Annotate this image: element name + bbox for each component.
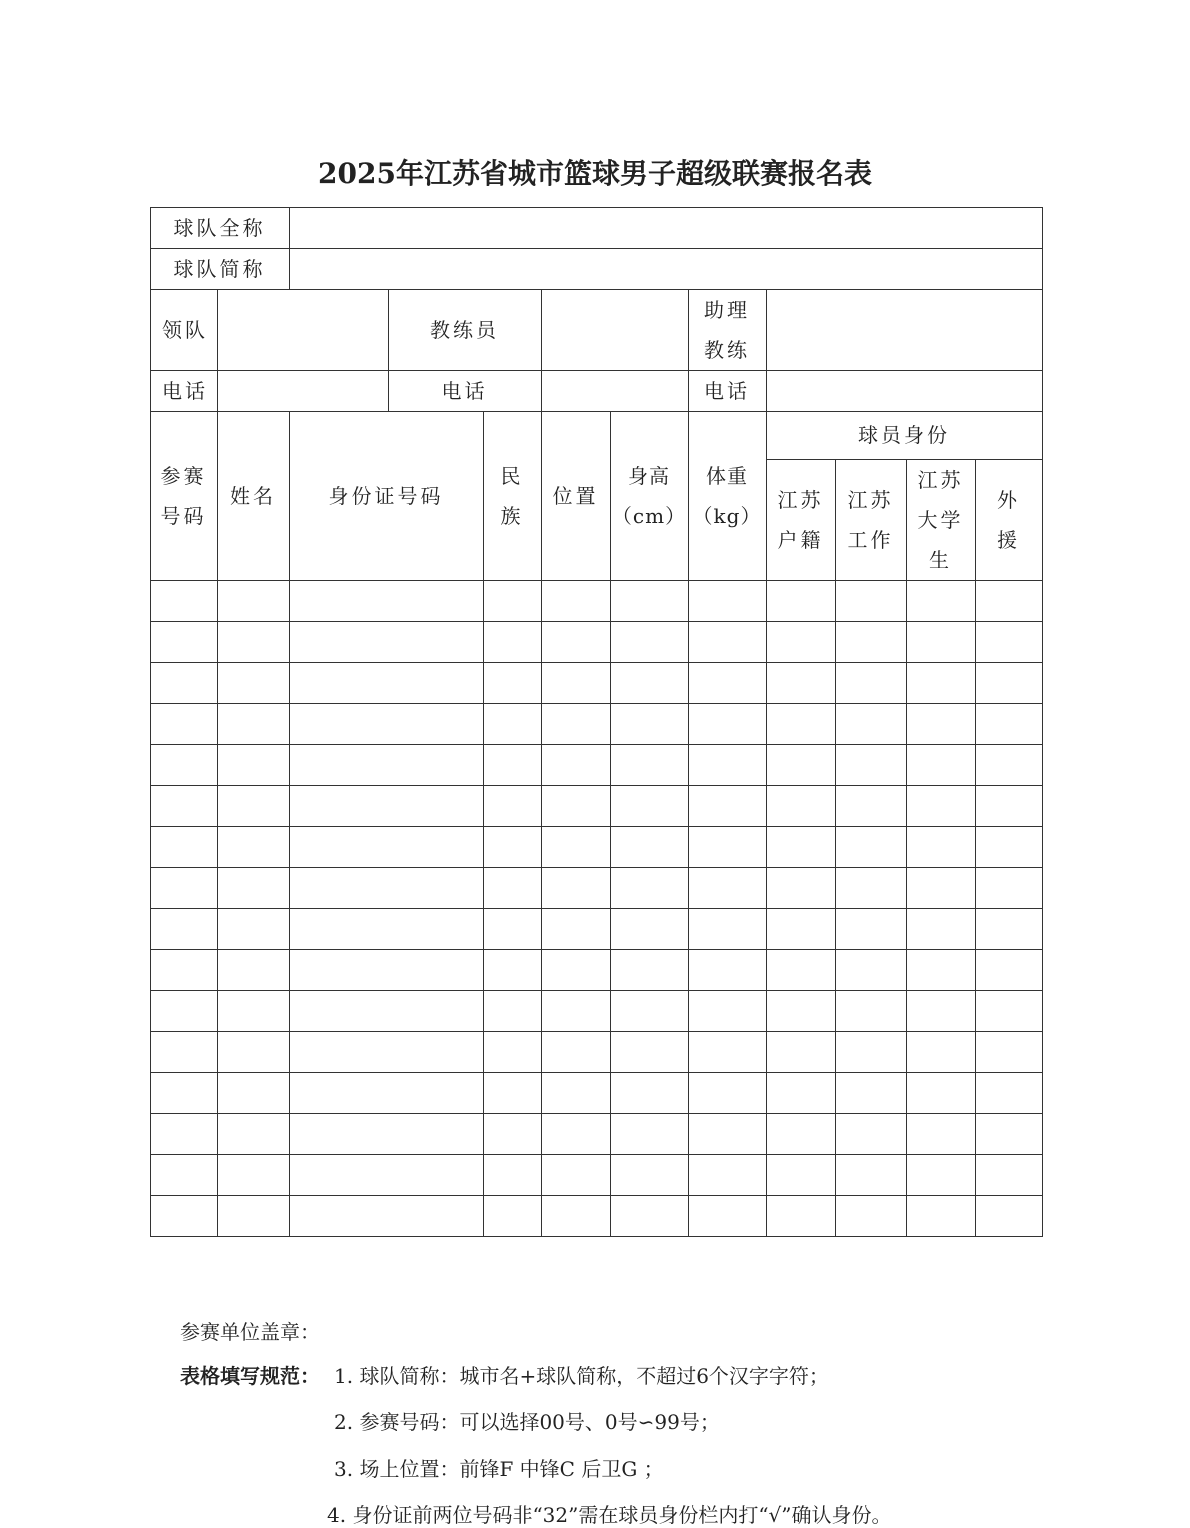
grid-line: [150, 1031, 1043, 1032]
player-row-cell[interactable]: [541, 1113, 610, 1154]
player-row-cell[interactable]: [906, 785, 975, 826]
player-row-cell[interactable]: [688, 580, 766, 621]
player-row-cell[interactable]: [483, 744, 541, 785]
player-row-cell[interactable]: [541, 785, 610, 826]
player-row-cell[interactable]: [975, 703, 1042, 744]
player-row-cell[interactable]: [975, 580, 1042, 621]
player-row-cell[interactable]: [217, 785, 289, 826]
player-row-cell[interactable]: [217, 1154, 289, 1195]
grid-line: [150, 1195, 1043, 1196]
player-row-cell[interactable]: [835, 744, 906, 785]
player-row-cell[interactable]: [835, 580, 906, 621]
player-row-cell[interactable]: [688, 662, 766, 703]
player-row-cell[interactable]: [975, 1031, 1042, 1072]
player-row-cell[interactable]: [150, 826, 217, 867]
player-row-cell[interactable]: [835, 867, 906, 908]
player-row-cell[interactable]: [766, 744, 835, 785]
player-row-cell[interactable]: [483, 1195, 541, 1236]
player-row-cell[interactable]: [766, 1195, 835, 1236]
player-row-cell[interactable]: [835, 1031, 906, 1072]
player-row-cell[interactable]: [483, 826, 541, 867]
player-row-cell[interactable]: [906, 621, 975, 662]
player-row-cell[interactable]: [217, 1072, 289, 1113]
player-row-cell[interactable]: [688, 1195, 766, 1236]
player-row-cell[interactable]: [906, 1154, 975, 1195]
grid-line: [150, 1236, 1043, 1237]
player-row-cell[interactable]: [541, 580, 610, 621]
player-row-cell[interactable]: [150, 621, 217, 662]
coach-field[interactable]: [541, 289, 688, 370]
player-row-cell[interactable]: [975, 785, 1042, 826]
col-weight-header: 体重 （kg）: [692, 463, 762, 528]
player-row-cell[interactable]: [541, 826, 610, 867]
col-position-header: 位置: [552, 483, 599, 508]
player-row-cell[interactable]: [289, 949, 483, 990]
leader-phone-field[interactable]: [217, 370, 388, 411]
team-full-name-label: 球队全称: [173, 215, 266, 240]
player-row-cell[interactable]: [150, 1072, 217, 1113]
player-row-cell[interactable]: [766, 990, 835, 1031]
player-row-cell[interactable]: [906, 867, 975, 908]
player-row-cell[interactable]: [289, 826, 483, 867]
rule-1: 1. 球队简称：城市名+球队简称，不超过6个汉字字符；: [334, 1364, 829, 1388]
leader-phone-label: 电话: [162, 378, 208, 403]
grid-line: [766, 459, 1043, 460]
player-row-cell[interactable]: [835, 703, 906, 744]
player-row-cell[interactable]: [766, 1072, 835, 1113]
player-row-cell[interactable]: [150, 703, 217, 744]
grid-line: [975, 459, 976, 1237]
grid-line: [150, 703, 1043, 704]
player-row-cell[interactable]: [835, 949, 906, 990]
player-row-cell[interactable]: [688, 826, 766, 867]
form-title: 2025年江苏省城市篮球男子超级联赛报名表: [318, 157, 872, 190]
player-row-cell[interactable]: [610, 1195, 688, 1236]
player-row-cell[interactable]: [766, 1113, 835, 1154]
player-row-cell[interactable]: [217, 744, 289, 785]
player-row-cell[interactable]: [610, 1113, 688, 1154]
team-short-name-field[interactable]: [289, 248, 1042, 289]
player-row-cell[interactable]: [610, 908, 688, 949]
col-id-header: 身份证号码: [328, 483, 444, 508]
player-row-cell[interactable]: [906, 990, 975, 1031]
player-row-cell[interactable]: [975, 867, 1042, 908]
col-js-huji-header: 江苏 户籍: [777, 487, 824, 552]
player-row-cell[interactable]: [835, 621, 906, 662]
player-row-cell[interactable]: [688, 867, 766, 908]
player-row-cell[interactable]: [766, 908, 835, 949]
player-row-cell[interactable]: [541, 744, 610, 785]
grid-line: [150, 826, 1043, 827]
player-row-cell[interactable]: [217, 1031, 289, 1072]
player-row-cell[interactable]: [835, 1195, 906, 1236]
player-row-cell[interactable]: [541, 662, 610, 703]
player-row-cell[interactable]: [610, 662, 688, 703]
player-row-cell[interactable]: [541, 1031, 610, 1072]
coach-phone-label: 电话: [441, 378, 488, 403]
player-row-cell[interactable]: [688, 785, 766, 826]
player-row-cell[interactable]: [483, 990, 541, 1031]
grid-line: [150, 662, 1043, 663]
grid-line: [150, 411, 1043, 412]
player-row-cell[interactable]: [217, 908, 289, 949]
player-row-cell[interactable]: [217, 949, 289, 990]
player-row-cell[interactable]: [289, 621, 483, 662]
player-row-cell[interactable]: [835, 1154, 906, 1195]
grid-line: [150, 370, 1043, 371]
player-row-cell[interactable]: [289, 1113, 483, 1154]
player-row-cell[interactable]: [975, 949, 1042, 990]
grid-line: [388, 289, 389, 412]
rule-3: 3. 场上位置：前锋F 中锋C 后卫G ；: [334, 1457, 664, 1481]
player-row-cell[interactable]: [766, 703, 835, 744]
player-row-cell[interactable]: [150, 1195, 217, 1236]
player-row-cell[interactable]: [688, 990, 766, 1031]
player-row-cell[interactable]: [766, 785, 835, 826]
player-row-cell[interactable]: [483, 1072, 541, 1113]
player-row-cell[interactable]: [975, 990, 1042, 1031]
player-row-cell[interactable]: [289, 1195, 483, 1236]
col-name-header: 姓名: [230, 483, 276, 508]
player-row-cell[interactable]: [835, 1072, 906, 1113]
player-row-cell[interactable]: [688, 949, 766, 990]
grid-line: [150, 289, 1043, 290]
player-row-cell[interactable]: [688, 621, 766, 662]
grid-line: [150, 207, 1043, 208]
player-row-cell[interactable]: [289, 990, 483, 1031]
player-row-cell[interactable]: [150, 949, 217, 990]
grid-line: [150, 949, 1043, 950]
player-row-cell[interactable]: [483, 1031, 541, 1072]
assistant-phone-field[interactable]: [766, 370, 1042, 411]
player-row-cell[interactable]: [688, 1113, 766, 1154]
player-row-cell[interactable]: [688, 908, 766, 949]
player-row-cell[interactable]: [483, 1154, 541, 1195]
team-short-name-label: 球队简称: [173, 256, 266, 281]
grid-line: [906, 459, 907, 1237]
player-row-cell[interactable]: [541, 867, 610, 908]
player-row-cell[interactable]: [217, 990, 289, 1031]
player-row-cell[interactable]: [975, 621, 1042, 662]
player-row-cell[interactable]: [906, 908, 975, 949]
player-row-cell[interactable]: [688, 1072, 766, 1113]
player-row-cell[interactable]: [610, 580, 688, 621]
grid-line: [217, 289, 218, 412]
player-row-cell[interactable]: [906, 580, 975, 621]
player-row-cell[interactable]: [483, 662, 541, 703]
player-row-cell[interactable]: [150, 1031, 217, 1072]
grid-line: [150, 1072, 1043, 1073]
player-row-cell[interactable]: [289, 1154, 483, 1195]
player-row-cell[interactable]: [835, 908, 906, 949]
grid-line: [150, 1154, 1043, 1155]
player-row-cell[interactable]: [766, 580, 835, 621]
player-row-cell[interactable]: [217, 662, 289, 703]
player-row-cell[interactable]: [906, 703, 975, 744]
player-row-cell[interactable]: [289, 1031, 483, 1072]
player-row-cell[interactable]: [906, 826, 975, 867]
grid-line: [150, 248, 1043, 249]
player-row-cell[interactable]: [217, 703, 289, 744]
player-row-cell[interactable]: [541, 1072, 610, 1113]
coach-label: 教练员: [430, 317, 499, 342]
player-row-cell[interactable]: [150, 908, 217, 949]
player-row-cell[interactable]: [835, 785, 906, 826]
player-row-cell[interactable]: [766, 826, 835, 867]
player-row-cell[interactable]: [483, 867, 541, 908]
player-row-cell[interactable]: [835, 662, 906, 703]
player-row-cell[interactable]: [483, 949, 541, 990]
player-row-cell[interactable]: [289, 662, 483, 703]
player-row-cell[interactable]: [766, 1031, 835, 1072]
player-row-cell[interactable]: [610, 990, 688, 1031]
grid-line: [150, 207, 151, 1237]
rules-label: 表格填写规范：: [180, 1364, 320, 1388]
player-row-cell[interactable]: [610, 1154, 688, 1195]
player-row-cell[interactable]: [610, 949, 688, 990]
grid-line: [150, 867, 1043, 868]
col-foreign-header: 外 援: [997, 487, 1020, 552]
player-row-cell[interactable]: [541, 949, 610, 990]
player-row-cell[interactable]: [150, 1113, 217, 1154]
player-row-cell[interactable]: [150, 990, 217, 1031]
col-js-student-header: 江苏 大学 生: [917, 467, 964, 572]
grid-line: [150, 908, 1043, 909]
rule-2: 2. 参赛号码：可以选择00号、0号∽99号；: [334, 1410, 720, 1434]
grid-line: [150, 744, 1043, 745]
player-row-cell[interactable]: [906, 1195, 975, 1236]
player-row-cell[interactable]: [688, 1031, 766, 1072]
player-row-cell[interactable]: [541, 621, 610, 662]
coach-phone-field[interactable]: [541, 370, 688, 411]
player-row-cell[interactable]: [766, 949, 835, 990]
assistant-coach-field[interactable]: [766, 289, 1042, 370]
player-row-cell[interactable]: [906, 1031, 975, 1072]
player-row-cell[interactable]: [835, 990, 906, 1031]
player-row-cell[interactable]: [610, 1031, 688, 1072]
player-row-cell[interactable]: [610, 1072, 688, 1113]
identity-group-header: 球员身份: [858, 423, 950, 447]
player-row-cell[interactable]: [289, 867, 483, 908]
player-row-cell[interactable]: [610, 621, 688, 662]
player-row-cell[interactable]: [766, 867, 835, 908]
player-row-cell[interactable]: [835, 1113, 906, 1154]
player-row-cell[interactable]: [483, 1113, 541, 1154]
player-row-cell[interactable]: [217, 867, 289, 908]
player-row-cell[interactable]: [975, 744, 1042, 785]
grid-line: [150, 580, 1043, 581]
player-row-cell[interactable]: [541, 908, 610, 949]
player-row-cell[interactable]: [217, 1113, 289, 1154]
player-row-cell[interactable]: [766, 621, 835, 662]
player-row-cell[interactable]: [610, 826, 688, 867]
player-row-cell[interactable]: [150, 744, 217, 785]
grid-line: [766, 289, 767, 412]
player-row-cell[interactable]: [906, 1113, 975, 1154]
player-row-cell[interactable]: [217, 1195, 289, 1236]
player-row-cell[interactable]: [483, 785, 541, 826]
player-row-cell[interactable]: [835, 826, 906, 867]
player-row-cell[interactable]: [906, 1072, 975, 1113]
player-row-cell[interactable]: [975, 662, 1042, 703]
assistant-phone-label: 电话: [704, 378, 750, 403]
player-row-cell[interactable]: [906, 662, 975, 703]
player-row-cell[interactable]: [483, 580, 541, 621]
player-row-cell[interactable]: [610, 744, 688, 785]
player-row-cell[interactable]: [610, 867, 688, 908]
grid-line: [289, 207, 290, 290]
player-row-cell[interactable]: [217, 826, 289, 867]
grid-line: [150, 1113, 1043, 1114]
assistant-coach-label: 助理 教练: [704, 297, 750, 362]
player-row-cell[interactable]: [541, 703, 610, 744]
grid-line: [541, 289, 542, 412]
player-row-cell[interactable]: [766, 1154, 835, 1195]
player-row-cell[interactable]: [150, 867, 217, 908]
player-row-cell[interactable]: [289, 580, 483, 621]
player-row-cell[interactable]: [975, 908, 1042, 949]
player-row-cell[interactable]: [975, 1113, 1042, 1154]
player-row-cell[interactable]: [541, 1154, 610, 1195]
player-row-cell[interactable]: [610, 785, 688, 826]
player-row-cell[interactable]: [483, 621, 541, 662]
player-row-cell[interactable]: [150, 785, 217, 826]
player-row-cell[interactable]: [150, 1154, 217, 1195]
player-row-cell[interactable]: [217, 580, 289, 621]
col-js-work-header: 江苏 工作: [847, 487, 894, 552]
col-ethnicity-header: 民 族: [500, 463, 524, 528]
col-number-header: 参赛 号码: [160, 463, 207, 528]
player-row-cell[interactable]: [483, 908, 541, 949]
col-height-header: 身高 （cm）: [611, 463, 687, 528]
player-row-cell[interactable]: [289, 785, 483, 826]
rule-4: 4. 身份证前两位号码非“32”需在球员身份栏内打“√”确认身份。: [327, 1503, 892, 1527]
player-row-cell[interactable]: [906, 949, 975, 990]
player-row-cell[interactable]: [150, 580, 217, 621]
player-row-cell[interactable]: [975, 1195, 1042, 1236]
player-row-cell[interactable]: [610, 703, 688, 744]
player-row-cell[interactable]: [541, 1195, 610, 1236]
grid-line: [688, 289, 689, 412]
grid-line: [835, 459, 836, 1237]
player-row-cell[interactable]: [150, 662, 217, 703]
player-row-cell[interactable]: [217, 621, 289, 662]
player-row-cell[interactable]: [906, 744, 975, 785]
player-row-cell[interactable]: [975, 826, 1042, 867]
grid-line: [150, 785, 1043, 786]
player-row-cell[interactable]: [483, 703, 541, 744]
player-row-cell[interactable]: [688, 1154, 766, 1195]
team-full-name-field[interactable]: [289, 207, 1042, 248]
player-row-cell[interactable]: [541, 990, 610, 1031]
player-row-cell[interactable]: [766, 662, 835, 703]
player-row-cell[interactable]: [688, 703, 766, 744]
player-row-cell[interactable]: [688, 744, 766, 785]
leader-field[interactable]: [217, 289, 388, 370]
player-row-cell[interactable]: [289, 908, 483, 949]
player-row-cell[interactable]: [289, 1072, 483, 1113]
player-row-cell[interactable]: [289, 703, 483, 744]
player-row-cell[interactable]: [975, 1072, 1042, 1113]
player-row-cell[interactable]: [289, 744, 483, 785]
leader-label: 领队: [162, 317, 208, 342]
grid-line: [1042, 207, 1043, 1237]
stamp-label: 参赛单位盖章：: [180, 1320, 320, 1344]
grid-line: [150, 990, 1043, 991]
grid-line: [150, 621, 1043, 622]
player-row-cell[interactable]: [975, 1154, 1042, 1195]
